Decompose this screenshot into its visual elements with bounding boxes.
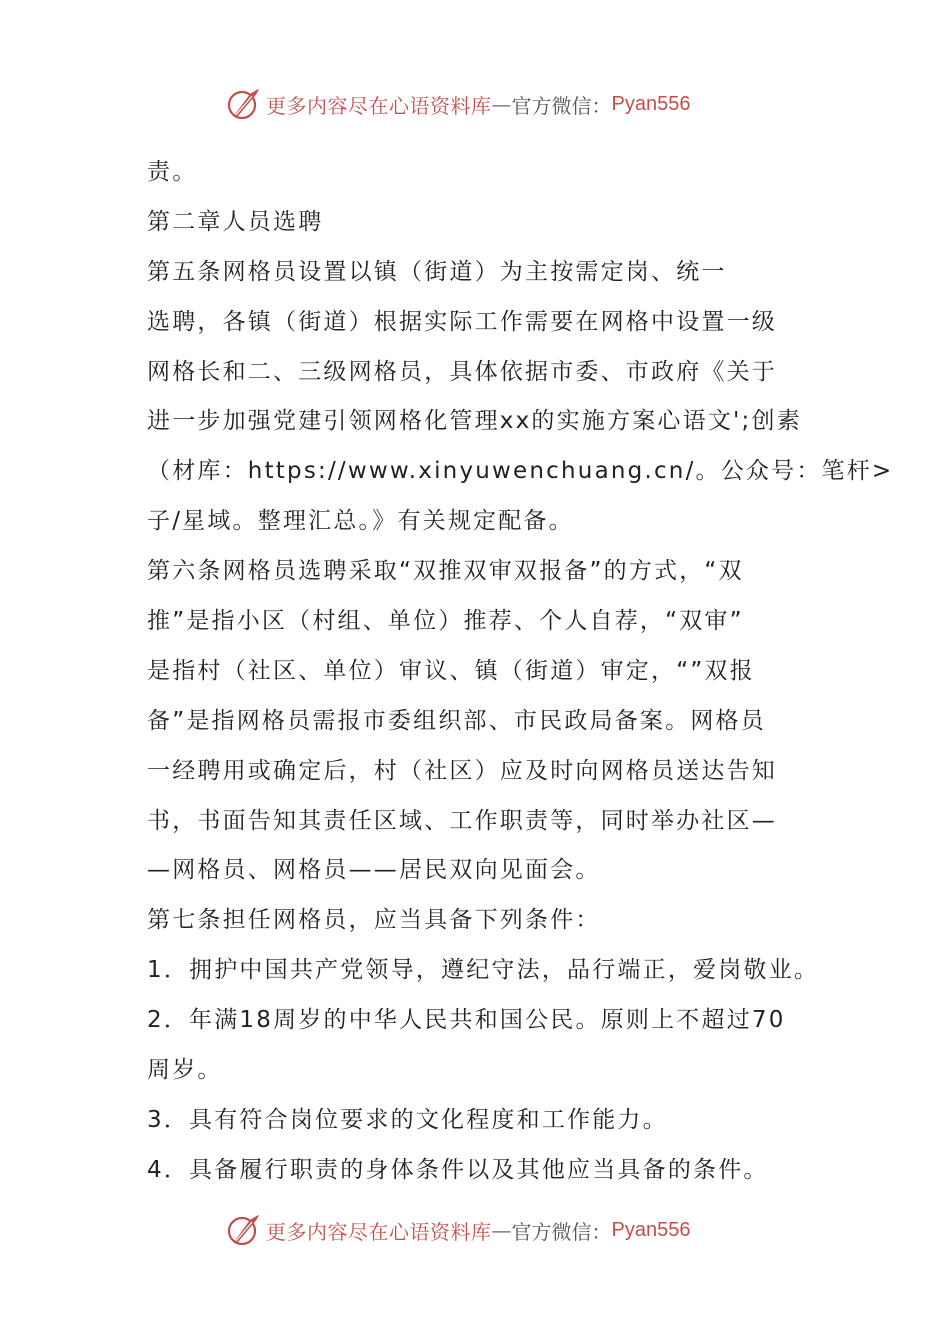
banner-contact-label: 官方微信：: [511, 93, 612, 118]
quill-pen-logo-icon: [226, 1212, 262, 1248]
text-line: 第七条担任网格员，应当具备下列条件：: [147, 907, 601, 934]
document-body: [147, 148, 894, 1196]
text-line: 周岁。: [147, 1057, 223, 1084]
text-line: 责。: [147, 159, 198, 185]
list-item: 4．具备履行职责的身体条件以及其他应当具备的条件。: [147, 1156, 769, 1183]
banner-wechat-id: Pyan556: [611, 1218, 691, 1241]
text-line: 进一步加强党建引领网格化管理xx的实施方案心语文';创素: [147, 408, 802, 435]
text-line: 网格长和二、三级网格员，具体依据市委、市政府《关于: [147, 358, 777, 385]
text-line: —网格员、网格员——居民双向见面会。: [147, 857, 601, 884]
chapter-heading: 第二章人员选聘: [147, 208, 324, 235]
banner-brand-text: 更多内容尽在心语资料库: [266, 1219, 492, 1244]
text-line: 一经聘用或确定后，村（社区）应及时向网格员送达告知: [147, 757, 777, 784]
text-line: 书，书面告知其责任区域、工作职责等，同时举办社区—: [147, 807, 777, 834]
header-banner: [226, 84, 690, 124]
text-line: 子/星域。整理汇总。》有关规定配备。: [147, 508, 574, 535]
text-line: 备”是指网格员需报市委组织部、市民政局备案。网格员: [147, 707, 766, 734]
text-line: （材库：https://www.xinyuwenchuang.cn/。公众号：笔杆>: [147, 458, 894, 485]
banner-wechat-id: Pyan556: [611, 92, 691, 115]
list-item: 1．拥护中国共产党领导，遵纪守法，品行端正，爱岗敬业。: [147, 957, 820, 984]
banner-separator: —: [491, 92, 512, 116]
text-line: 第六条网格员选聘采取“双推双审双报备”的方式，“双: [147, 558, 744, 585]
list-item: 3．具有符合岗位要求的文化程度和工作能力。: [147, 1106, 668, 1133]
banner-contact-label: 官方微信：: [511, 1219, 612, 1244]
text-line: 是指村（社区、单位）审议、镇（街道）审定，“”双报: [147, 657, 755, 684]
text-line: 选聘，各镇（街道）根据实际工作需要在网格中设置一级: [147, 308, 777, 335]
footer-banner: [226, 1210, 690, 1250]
quill-pen-logo-icon: [226, 86, 262, 122]
list-item: 2．年满18周岁的中华人民共和国公民。原则上不超过70: [147, 1007, 786, 1034]
text-line: 第五条网格员设置以镇（街道）为主按需定岗、统一: [147, 258, 727, 285]
banner-separator: —: [491, 1218, 512, 1242]
banner-brand-text: 更多内容尽在心语资料库: [266, 93, 492, 118]
text-line: 推”是指小区（村组、单位）推荐、个人自荐，“双审”: [147, 608, 744, 635]
